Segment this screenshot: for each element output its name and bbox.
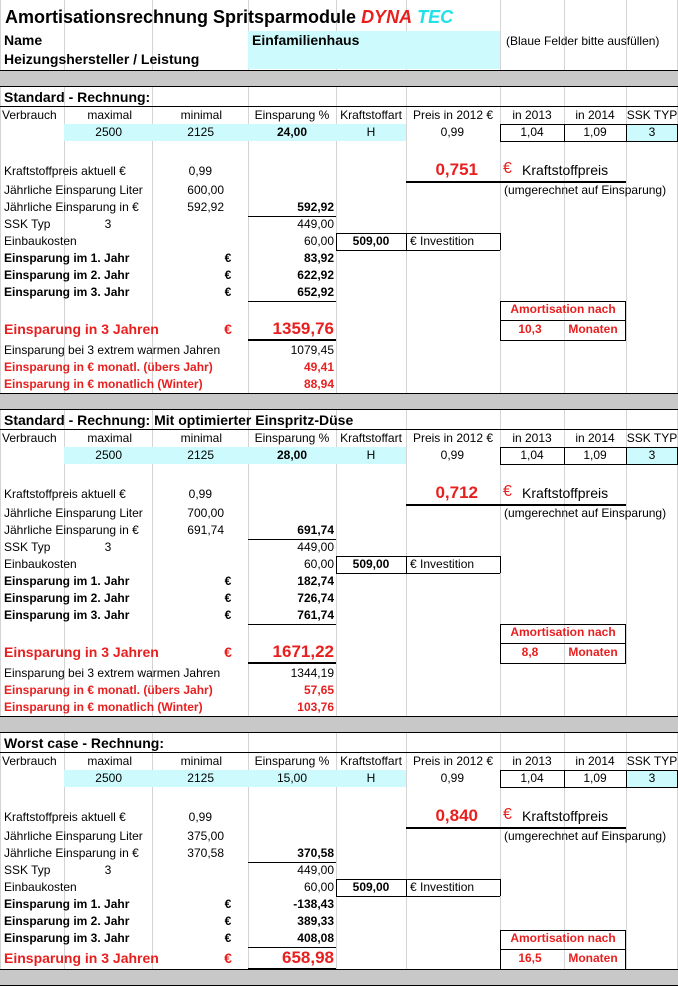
- value-jaehrl-liter: 600,00: [187, 183, 224, 197]
- value-investition: 509,00: [352, 234, 390, 248]
- label-investition: € Investition: [410, 234, 475, 248]
- label-umgerechnet: (umgerechnet auf Einsparung): [504, 829, 667, 843]
- value-jaehrl-liter: 375,00: [187, 829, 224, 843]
- col-preis2012: Preis in 2012 €: [412, 754, 494, 768]
- value-monatl-jahr: 49,41: [303, 360, 334, 374]
- label-kraftstoffpreis: Kraftstoffpreis: [522, 485, 609, 501]
- col-maximal: maximal: [87, 431, 132, 445]
- label-jaehrl-liter: Jährliche Einsparung Liter: [4, 183, 143, 197]
- label-monatl-jahr: Einsparung in € monatl. (übers Jahr): [4, 360, 213, 374]
- label-investition: € Investition: [410, 557, 475, 571]
- input-2013[interactable]: 1,04: [520, 771, 544, 785]
- kraftstoffpreis-umgerechnet: 0,840: [435, 806, 478, 825]
- value-drei-jahre: 1359,76: [272, 319, 334, 338]
- manufacturer-input[interactable]: [248, 50, 500, 69]
- value-investition: 509,00: [352, 880, 390, 894]
- value-jahr3: 408,08: [297, 931, 334, 945]
- name-input[interactable]: Einfamilienhaus: [248, 31, 500, 50]
- value-jahr3: 652,92: [297, 285, 334, 299]
- label-ssk-typ: SSK Typ: [4, 540, 51, 554]
- label-kraftstoffpreis: Kraftstoffpreis: [522, 808, 609, 824]
- separator-bar: [0, 70, 678, 87]
- value-ssk-cost: 449,00: [297, 217, 334, 231]
- label-jaehrl-liter: Jährliche Einsparung Liter: [4, 829, 143, 843]
- separator-bar: [0, 393, 678, 410]
- input-maximal[interactable]: 2500: [95, 125, 122, 139]
- label-umgerechnet: (umgerechnet auf Einsparung): [504, 183, 667, 197]
- label-jahr2: Einsparung im 2. Jahr: [4, 268, 130, 282]
- input-maximal[interactable]: 2500: [95, 448, 122, 462]
- label-jahr1: Einsparung im 1. Jahr: [4, 897, 130, 911]
- label-einbaukosten: Einbaukosten: [4, 234, 77, 248]
- input-preis2012[interactable]: 0,99: [440, 771, 464, 785]
- input-preis2012[interactable]: 0,99: [440, 448, 464, 462]
- value-jaehrl-liter: 700,00: [187, 506, 224, 520]
- input-ssk[interactable]: 3: [648, 448, 656, 462]
- euro-sign: €: [224, 914, 232, 928]
- value-jahr2: 389,33: [297, 914, 334, 928]
- label-monatl-jahr: Einsparung in € monatl. (übers Jahr): [4, 683, 213, 697]
- label-warm: Einsparung bei 3 extrem warmen Jahren: [4, 666, 221, 680]
- col-verbrauch: Verbrauch: [2, 431, 57, 445]
- label-monaten: Monaten: [568, 951, 618, 965]
- label-einbaukosten: Einbaukosten: [4, 880, 77, 894]
- brand-tec: TEC: [417, 7, 454, 27]
- input-einsparung[interactable]: 28,00: [276, 448, 308, 462]
- col-ssk: SSK TYP: [626, 108, 678, 122]
- euro-sign: €: [224, 591, 232, 605]
- section-title: Worst case - Rechnung:: [4, 735, 164, 751]
- col-2014: in 2014: [575, 754, 615, 768]
- col-2014: in 2014: [575, 108, 615, 122]
- euro-sign: €: [224, 897, 232, 911]
- label-jahr2: Einsparung im 2. Jahr: [4, 914, 130, 928]
- col-2013: in 2013: [512, 108, 552, 122]
- col-2013: in 2013: [512, 431, 552, 445]
- value-investition: 509,00: [352, 557, 390, 571]
- col-2013: in 2013: [512, 754, 552, 768]
- title-text: Amortisationsrechnung Spritsparmodule: [5, 7, 357, 27]
- value-jahr2: 726,74: [297, 591, 334, 605]
- euro-sign: €: [224, 644, 232, 660]
- euro-icon: €: [503, 483, 512, 500]
- value-monatl-jahr: 57,65: [303, 683, 334, 697]
- col-kraftstoffart: Kraftstoffart: [340, 431, 402, 445]
- euro-sign: €: [224, 268, 232, 282]
- input-2014[interactable]: 1,09: [583, 771, 607, 785]
- input-2013[interactable]: 1,04: [520, 125, 544, 139]
- col-kraftstoffart: Kraftstoffart: [340, 108, 402, 122]
- col-kraftstoffart: Kraftstoffart: [340, 754, 402, 768]
- euro-sign: €: [224, 251, 232, 265]
- label-jahr2: Einsparung im 2. Jahr: [4, 591, 130, 605]
- label-drei-jahre: Einsparung in 3 Jahren: [4, 950, 159, 966]
- col-einsparung: Einsparung %: [254, 108, 330, 122]
- col-2014: in 2014: [575, 431, 615, 445]
- value-jaehrl-euro-a: 691,74: [187, 523, 224, 537]
- value-ssk-cost: 449,00: [297, 540, 334, 554]
- label-amort-nach: Amortisation nach: [510, 931, 616, 945]
- value-monatl-winter: 88,94: [303, 377, 334, 391]
- label-amort-nach: Amortisation nach: [510, 625, 616, 639]
- label-drei-jahre: Einsparung in 3 Jahren: [4, 644, 159, 660]
- input-2013[interactable]: 1,04: [520, 448, 544, 462]
- input-kraftstoffart[interactable]: H: [366, 125, 376, 139]
- input-2014[interactable]: 1,09: [583, 125, 607, 139]
- value-jaehrl-euro-b: 370,58: [297, 846, 334, 860]
- label-kraftstoffpreis-aktuell: Kraftstoffpreis aktuell €: [4, 810, 126, 824]
- input-einsparung[interactable]: 24,00: [276, 125, 308, 139]
- label-jaehrl-liter: Jährliche Einsparung Liter: [4, 506, 143, 520]
- col-minimal: minimal: [180, 108, 222, 122]
- label-jahr3: Einsparung im 3. Jahr: [4, 931, 130, 945]
- value-kraftstoffpreis-aktuell: 0,99: [188, 810, 212, 824]
- label-kraftstoffpreis: Kraftstoffpreis: [522, 162, 609, 178]
- label-amort-nach: Amortisation nach: [510, 302, 616, 316]
- label-einbaukosten: Einbaukosten: [4, 557, 77, 571]
- input-einsparung[interactable]: 15,00: [276, 771, 308, 785]
- input-kraftstoffart[interactable]: H: [366, 448, 376, 462]
- sheet-title: [0, 6, 500, 28]
- input-minimal[interactable]: 2125: [187, 125, 214, 139]
- col-einsparung: Einsparung %: [254, 754, 330, 768]
- input-kraftstoffart[interactable]: H: [366, 771, 376, 785]
- value-kraftstoffpreis-aktuell: 0,99: [188, 164, 212, 178]
- input-2014[interactable]: 1,09: [583, 448, 607, 462]
- input-minimal[interactable]: 2125: [187, 448, 214, 462]
- label-jaehrl-euro: Jährliche Einsparung in €: [4, 200, 139, 214]
- col-ssk: SSK TYP: [626, 754, 678, 768]
- label-jahr1: Einsparung im 1. Jahr: [4, 574, 130, 588]
- value-warm: 1079,45: [290, 343, 334, 357]
- euro-sign: €: [224, 950, 232, 966]
- value-einbaukosten: 60,00: [303, 234, 334, 248]
- euro-sign: €: [224, 574, 232, 588]
- label-ssk-typ: SSK Typ: [4, 863, 51, 877]
- euro-icon: €: [503, 806, 512, 823]
- col-einsparung: Einsparung %: [254, 431, 330, 445]
- value-ssk-cost: 449,00: [297, 863, 334, 877]
- value-jaehrl-euro-b: 691,74: [297, 523, 334, 537]
- input-ssk[interactable]: 3: [648, 125, 656, 139]
- label-jahr3: Einsparung im 3. Jahr: [4, 608, 130, 622]
- euro-icon: €: [503, 160, 512, 177]
- euro-sign: €: [224, 931, 232, 945]
- col-maximal: maximal: [87, 754, 132, 768]
- label-kraftstoffpreis-aktuell: Kraftstoffpreis aktuell €: [4, 164, 126, 178]
- label-monatl-winter: Einsparung in € monatlich (Winter): [4, 377, 203, 391]
- label-monaten: Monaten: [568, 322, 618, 336]
- label-kraftstoffpreis-aktuell: Kraftstoffpreis aktuell €: [4, 487, 126, 501]
- value-einbaukosten: 60,00: [303, 557, 334, 571]
- value-jaehrl-euro-a: 370,58: [187, 846, 224, 860]
- name-label: Name: [4, 32, 43, 48]
- col-minimal: minimal: [180, 754, 222, 768]
- value-drei-jahre: 1671,22: [272, 642, 334, 661]
- col-ssk: SSK TYP: [626, 431, 678, 445]
- value-amort: 10,3: [518, 322, 542, 336]
- label-jahr1: Einsparung im 1. Jahr: [4, 251, 130, 265]
- input-minimal[interactable]: 2125: [187, 771, 214, 785]
- euro-sign: €: [224, 285, 232, 299]
- separator-bar: [0, 716, 678, 733]
- value-drei-jahre: 658,98: [282, 948, 334, 967]
- value-einbaukosten: 60,00: [303, 880, 334, 894]
- value-monatl-winter: 103,76: [297, 700, 334, 714]
- col-preis2012: Preis in 2012 €: [412, 431, 494, 445]
- col-verbrauch: Verbrauch: [2, 754, 57, 768]
- value-jahr3: 761,74: [297, 608, 334, 622]
- value-jaehrl-euro-a: 592,92: [187, 200, 224, 214]
- input-maximal[interactable]: 2500: [95, 771, 122, 785]
- col-preis2012: Preis in 2012 €: [412, 108, 494, 122]
- label-jahr3: Einsparung im 3. Jahr: [4, 285, 130, 299]
- value-jahr1: 83,92: [303, 251, 334, 265]
- label-jaehrl-euro: Jährliche Einsparung in €: [4, 846, 139, 860]
- brand-dyna: DYNA: [361, 7, 413, 27]
- manufacturer-label: Heizungshersteller / Leistung: [4, 51, 200, 67]
- col-minimal: minimal: [180, 431, 222, 445]
- label-warm: Einsparung bei 3 extrem warmen Jahren: [4, 343, 221, 357]
- label-monaten: Monaten: [568, 645, 618, 659]
- kraftstoffpreis-umgerechnet: 0,712: [435, 483, 478, 502]
- label-jaehrl-euro: Jährliche Einsparung in €: [4, 523, 139, 537]
- label-investition: € Investition: [410, 880, 475, 894]
- value-ssk-typ: 3: [104, 217, 112, 231]
- input-preis2012[interactable]: 0,99: [440, 125, 464, 139]
- value-amort: 8,8: [521, 645, 539, 659]
- label-monatl-winter: Einsparung in € monatlich (Winter): [4, 700, 203, 714]
- hint-text: (Blaue Felder bitte ausfüllen): [506, 34, 660, 48]
- value-ssk-typ: 3: [104, 540, 112, 554]
- value-amort: 16,5: [518, 951, 542, 965]
- input-ssk[interactable]: 3: [648, 771, 656, 785]
- section-title: Standard - Rechnung: Mit optimierter Einspritz-Düse: [4, 412, 354, 428]
- label-umgerechnet: (umgerechnet auf Einsparung): [504, 506, 667, 520]
- col-maximal: maximal: [87, 108, 132, 122]
- section-title: Standard - Rechnung:: [4, 89, 151, 105]
- col-verbrauch: Verbrauch: [2, 108, 57, 122]
- euro-sign: €: [224, 608, 232, 622]
- value-jahr1: -138,43: [293, 897, 334, 911]
- euro-sign: €: [224, 321, 232, 337]
- value-jahr2: 622,92: [297, 268, 334, 282]
- value-warm: 1344,19: [290, 666, 334, 680]
- value-jaehrl-euro-b: 592,92: [297, 200, 334, 214]
- kraftstoffpreis-umgerechnet: 0,751: [435, 160, 478, 179]
- value-jahr1: 182,74: [297, 574, 334, 588]
- label-ssk-typ: SSK Typ: [4, 217, 51, 231]
- label-drei-jahre: Einsparung in 3 Jahren: [4, 321, 159, 337]
- separator-bar: [0, 969, 678, 986]
- value-kraftstoffpreis-aktuell: 0,99: [188, 487, 212, 501]
- value-ssk-typ: 3: [104, 863, 112, 877]
